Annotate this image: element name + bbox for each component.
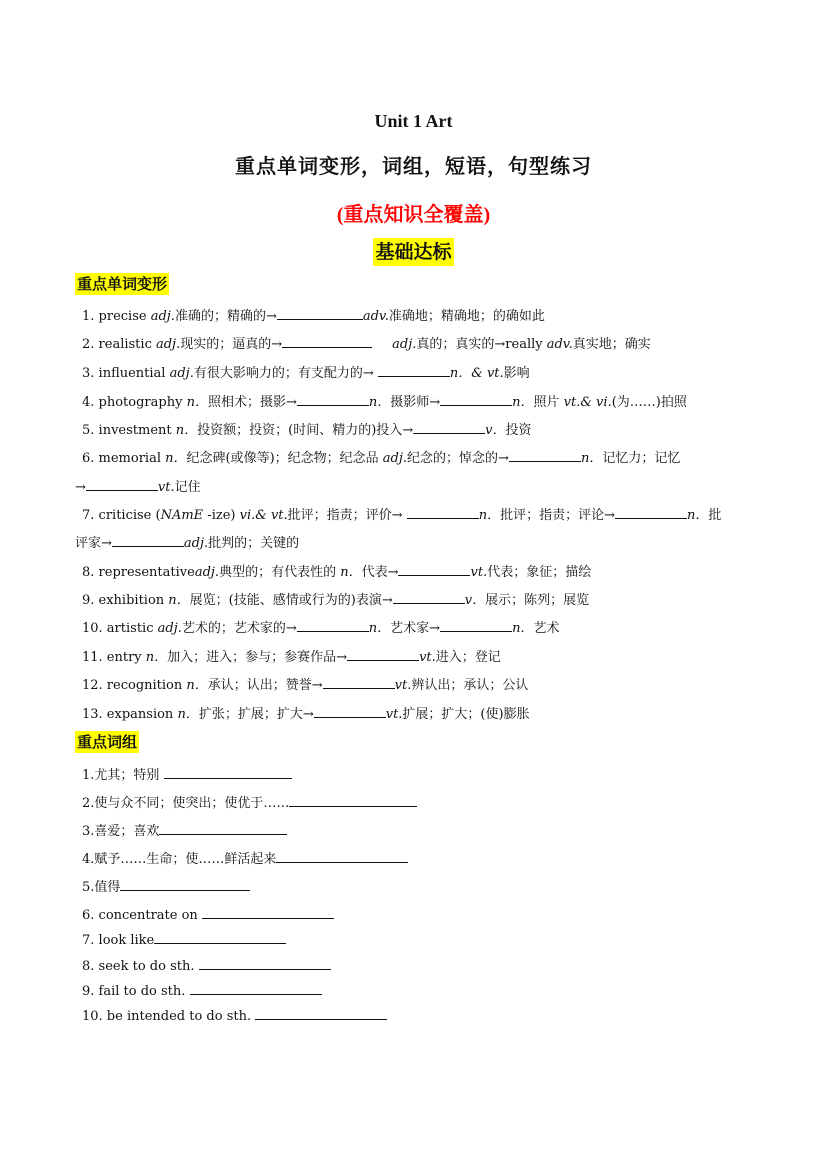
- word-item: 11. entry n．加入；进入；参与；参赛作品→ vt.进入；登记: [82, 647, 501, 667]
- phrase-item: 3.喜爱；喜欢: [82, 821, 287, 841]
- answer-blank[interactable]: [202, 905, 334, 919]
- answer-blank[interactable]: [398, 562, 470, 576]
- word-item: 12. recognition n．承认；认出；赞誉→ vt.辨认出；承认；公认: [82, 675, 528, 695]
- word-item: 1. precise adj.准确的；精确的→ adv.准确地；精确地；的确如此: [82, 306, 545, 326]
- word-item-continuation: → vt.记住: [75, 477, 201, 497]
- word-item: 2. realistic adj.现实的；逼真的→ adj.真的；真实的→really adv.真实地；确实: [82, 334, 651, 354]
- phrase-item: 9. fail to do sth.: [82, 981, 322, 1001]
- phrase-item: 8. seek to do sth.: [82, 956, 331, 976]
- word-item: 7. criticise (NAmE -ize) vi.& vt.批评；指责；评价→ n．批评；指责；评论→ n．批: [82, 505, 721, 525]
- word-item: 5. investment n．投资额；投资；(时间、精力的)投入→ v．投资: [82, 420, 532, 440]
- subtitle: (重点知识全覆盖): [336, 204, 491, 226]
- answer-blank[interactable]: [277, 306, 363, 320]
- section-heading-phrases: 重点词组: [77, 733, 138, 751]
- phrase-item: 10. be intended to do sth.: [82, 1006, 387, 1026]
- word-item: 6. memorial n．纪念碑(或像等)；纪念物；纪念品 adj.纪念的；悼念的→ n．记忆力；记忆: [82, 448, 680, 468]
- answer-blank[interactable]: [347, 647, 419, 661]
- answer-blank[interactable]: [199, 956, 331, 970]
- word-item-continuation: 评家→ adj.批判的；关键的: [75, 533, 299, 553]
- answer-blank[interactable]: [86, 477, 158, 491]
- phrase-item: 6. concentrate on: [82, 905, 334, 925]
- answer-blank[interactable]: [120, 877, 250, 891]
- answer-blank[interactable]: [440, 392, 512, 406]
- answer-blank[interactable]: [323, 675, 395, 689]
- answer-blank[interactable]: [509, 448, 581, 462]
- phrase-item: 2.使与众不同；使突出；使优于……: [82, 793, 417, 813]
- answer-blank[interactable]: [276, 849, 408, 863]
- word-item: 9. exhibition n．展览；(技能、感情或行为的)表演→ v．展示；陈列；展览: [82, 590, 589, 610]
- answer-blank[interactable]: [297, 618, 369, 632]
- answer-blank[interactable]: [159, 821, 287, 835]
- main-title: 重点单词变形，词组，短语，句型练习: [235, 156, 592, 178]
- answer-blank[interactable]: [393, 590, 465, 604]
- section-heading-words: 重点单词变形: [77, 275, 168, 293]
- answer-blank[interactable]: [440, 618, 512, 632]
- answer-blank[interactable]: [314, 704, 386, 718]
- level-heading: 基础达标: [373, 238, 453, 266]
- word-item: 4. photography n．照相术；摄影→ n．摄影师→ n．照片 vt.& vi.(为……)拍照: [82, 392, 687, 412]
- phrase-item: 4.赋予……生命；使……鲜活起来: [82, 849, 408, 869]
- phrase-item: 5.值得: [82, 877, 250, 897]
- answer-blank[interactable]: [154, 930, 286, 944]
- phrase-item: 7. look like: [82, 930, 286, 950]
- word-item: 3. influential adj.有很大影响力的；有支配力的→ n．& vt.影响: [82, 363, 530, 383]
- answer-blank[interactable]: [255, 1006, 387, 1020]
- answer-blank[interactable]: [407, 505, 479, 519]
- unit-title: Unit 1 Art: [374, 111, 453, 131]
- answer-blank[interactable]: [164, 765, 292, 779]
- answer-blank[interactable]: [112, 533, 184, 547]
- phrase-item: 1.尤其；特别: [82, 765, 292, 785]
- answer-blank[interactable]: [378, 363, 450, 377]
- word-item: 10. artistic adj.艺术的；艺术家的→ n．艺术家→ n．艺术: [82, 618, 559, 638]
- answer-blank[interactable]: [615, 505, 687, 519]
- answer-blank[interactable]: [297, 392, 369, 406]
- answer-blank[interactable]: [289, 793, 417, 807]
- word-item: 8. representativeadj.典型的；有代表性的 n．代表→ vt.代表；象征；描绘: [82, 562, 591, 582]
- answer-blank[interactable]: [190, 981, 322, 995]
- word-item: 13. expansion n．扩张；扩展；扩大→ vt.扩展；扩大；(使)膨胀: [82, 704, 530, 724]
- answer-blank[interactable]: [282, 334, 372, 348]
- answer-blank[interactable]: [413, 420, 485, 434]
